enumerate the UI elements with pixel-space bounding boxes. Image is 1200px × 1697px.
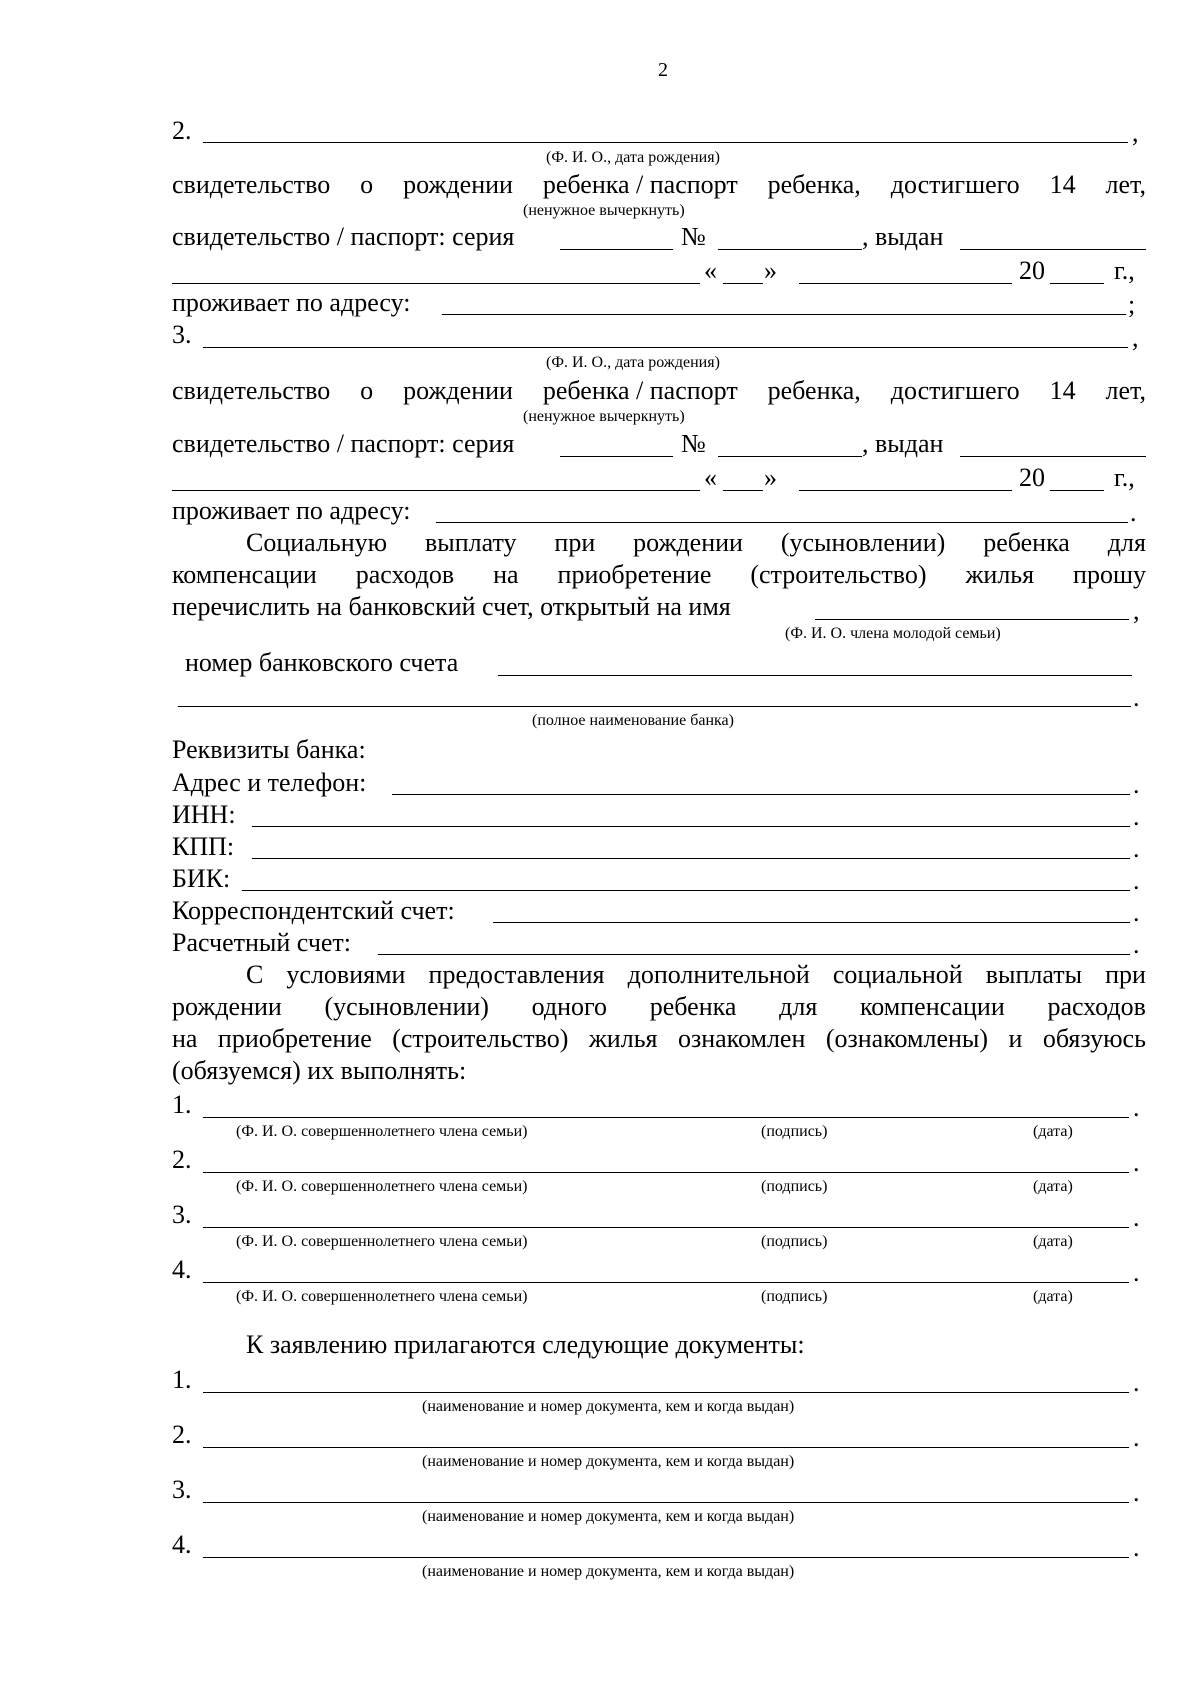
paragraph-line	[246, 962, 1146, 988]
word: компенсации	[172, 560, 317, 589]
bik-field[interactable]	[242, 890, 1130, 891]
word: свидетельство	[172, 170, 331, 199]
account-number-field[interactable]	[498, 675, 1132, 676]
word: приобретение	[557, 560, 712, 589]
word: ребенка,	[767, 170, 861, 199]
open-quote: «	[704, 256, 717, 285]
month-field[interactable]	[799, 490, 1012, 491]
line-end-punct: .	[1133, 1258, 1140, 1287]
line-end-punct: ,	[1133, 596, 1140, 625]
word: рождении	[403, 376, 513, 405]
word: о	[360, 170, 374, 199]
fio-caption: (Ф. И. О., дата рождения)	[546, 149, 720, 166]
issued-by-field[interactable]	[960, 456, 1146, 457]
child-fio-field[interactable]	[203, 142, 1128, 143]
word: рождении	[403, 170, 513, 199]
word: при	[554, 528, 596, 557]
attachment-caption: (наименование и номер документа, кем и когда выдан)	[422, 1398, 795, 1415]
kpp-field[interactable]	[252, 858, 1130, 859]
word: Социальную	[246, 528, 388, 557]
address-field[interactable]	[436, 522, 1128, 523]
number-sign: №	[681, 429, 706, 458]
word: жилья	[965, 560, 1035, 589]
word: ребенка,	[767, 376, 861, 405]
line-end-punct: .	[1133, 930, 1140, 959]
line-end-punct: .	[1133, 1093, 1140, 1122]
child-fio-field[interactable]	[203, 347, 1128, 348]
fio-caption: (Ф. И. О. совершеннолетнего члена семьи)	[236, 1178, 528, 1195]
word: для	[1107, 528, 1146, 557]
word: (усыновлении)	[780, 528, 946, 557]
word: 14	[1049, 376, 1076, 405]
word: ребенка	[983, 528, 1070, 557]
year-prefix: 20	[1019, 256, 1045, 285]
year-field[interactable]	[1050, 490, 1104, 491]
word: компенсации	[859, 992, 1005, 1021]
signature-caption: (подпись)	[761, 1288, 828, 1305]
word: при	[1105, 960, 1146, 989]
signer-field[interactable]	[203, 1227, 1129, 1228]
word: (строительство)	[392, 1024, 569, 1053]
word: рождении	[172, 992, 282, 1021]
word: на	[493, 560, 519, 589]
word: расходов	[355, 560, 455, 589]
attachment-field[interactable]	[203, 1502, 1129, 1503]
date-caption: (дата)	[1033, 1288, 1073, 1305]
address-phone-field[interactable]	[392, 794, 1130, 795]
signature-caption: (подпись)	[761, 1233, 828, 1250]
day-field[interactable]	[723, 490, 763, 491]
member-caption: (Ф. И. О. члена молодой семьи)	[785, 625, 1001, 642]
word: выплату	[425, 528, 517, 557]
date-caption: (дата)	[1033, 1233, 1073, 1250]
word: предоставления	[428, 960, 605, 989]
signer-field[interactable]	[203, 1282, 1129, 1283]
attachment-field[interactable]	[203, 1557, 1129, 1558]
attachment-caption: (наименование и номер документа, кем и когда выдан)	[422, 1563, 795, 1580]
signer-number: 2.	[172, 1145, 192, 1174]
issued-by-field-continued[interactable]	[172, 490, 700, 491]
paragraph-line: (обязуемся) их выполнять:	[172, 1056, 467, 1085]
field-label: КПП:	[172, 832, 235, 861]
fio-caption: (Ф. И. О., дата рождения)	[546, 354, 720, 371]
fio-caption: (Ф. И. О. совершеннолетнего члена семьи)	[236, 1288, 528, 1305]
address-label: проживает по адресу:	[172, 288, 411, 317]
series-label: свидетельство / паспорт: серия	[172, 429, 515, 458]
close-quote: »	[764, 256, 777, 285]
line-end-punct: .	[1130, 498, 1137, 527]
word: 14	[1049, 170, 1076, 199]
child-number: 3.	[172, 320, 192, 349]
word: выплаты	[985, 960, 1083, 989]
issued-label: , выдан	[862, 429, 944, 458]
word: ребенка	[649, 992, 737, 1021]
attachment-caption: (наименование и номер документа, кем и когда выдан)	[422, 1453, 795, 1470]
word: С	[246, 960, 264, 989]
year-suffix: г.,	[1114, 256, 1135, 285]
year-field[interactable]	[1050, 283, 1104, 284]
attachment-field[interactable]	[203, 1447, 1129, 1448]
fio-caption: (Ф. И. О. совершеннолетнего члена семьи)	[236, 1233, 528, 1250]
signer-field[interactable]	[203, 1117, 1129, 1118]
attachments-title: К заявлению прилагаются следующие документы:	[246, 1330, 805, 1359]
attachment-caption: (наименование и номер документа, кем и когда выдан)	[422, 1508, 795, 1525]
line-end-punct: .	[1133, 770, 1140, 799]
word: ребенка / паспорт	[542, 376, 738, 405]
word: рождении	[633, 528, 743, 557]
line-end-punct: .	[1133, 834, 1140, 863]
strike-hint: (ненужное вычеркнуть)	[523, 202, 685, 219]
year-prefix: 20	[1019, 463, 1045, 492]
series-field[interactable]	[560, 456, 673, 457]
word: одного	[531, 992, 608, 1021]
line-end-punct: .	[1133, 1533, 1140, 1562]
attachment-field[interactable]	[203, 1392, 1129, 1393]
paragraph-line	[172, 1026, 1146, 1052]
word: дополнительной	[627, 960, 810, 989]
signer-number: 1.	[172, 1090, 192, 1119]
account-holder-field[interactable]	[815, 619, 1129, 620]
bank-caption: (полное наименование банка)	[532, 712, 734, 729]
number-field[interactable]	[718, 456, 862, 457]
line-end-punct: .	[1133, 802, 1140, 831]
word: свидетельство	[172, 376, 331, 405]
word: (усыновлении)	[324, 992, 489, 1021]
number-sign: №	[681, 222, 706, 251]
open-quote: «	[704, 463, 717, 492]
field-label: ИНН:	[172, 800, 236, 829]
paragraph-line	[172, 994, 1146, 1020]
address-label: проживает по адресу:	[172, 496, 411, 525]
birth-certificate-line	[172, 378, 1146, 404]
word: расходов	[1047, 992, 1146, 1021]
word: для	[779, 992, 818, 1021]
word: на	[172, 1024, 198, 1053]
bank-name-field[interactable]	[178, 706, 1131, 707]
line-end-punct: ,	[1132, 118, 1139, 147]
signature-caption: (подпись)	[761, 1178, 828, 1195]
paragraph-line	[246, 530, 1146, 556]
issued-label: , выдан	[862, 222, 944, 251]
issued-by-field[interactable]	[960, 249, 1146, 250]
line-end-punct: ,	[1132, 323, 1139, 352]
field-label: Адрес и телефон:	[172, 768, 367, 797]
word: прошу	[1073, 560, 1146, 589]
paragraph-line	[172, 562, 1146, 588]
word: (строительство)	[750, 560, 927, 589]
word: о	[360, 376, 374, 405]
line-end-punct: .	[1133, 1423, 1140, 1452]
line-end-punct: .	[1133, 683, 1140, 712]
line-end-punct: ;	[1128, 290, 1136, 319]
date-caption: (дата)	[1033, 1123, 1073, 1140]
attachment-number: 1.	[172, 1365, 192, 1394]
line-end-punct: .	[1133, 1148, 1140, 1177]
signer-number: 4.	[172, 1255, 192, 1284]
inn-field[interactable]	[252, 826, 1130, 827]
word: социальной	[832, 960, 963, 989]
word: лет,	[1105, 170, 1146, 199]
line-end-punct: .	[1133, 1478, 1140, 1507]
account-label: номер банковского счета	[185, 648, 459, 677]
strike-hint: (ненужное вычеркнуть)	[523, 408, 685, 425]
series-field[interactable]	[560, 249, 673, 250]
signature-caption: (подпись)	[761, 1123, 828, 1140]
series-label: свидетельство / паспорт: серия	[172, 222, 515, 251]
address-field[interactable]	[442, 314, 1126, 315]
word: ребенка / паспорт	[542, 170, 738, 199]
attachment-number: 4.	[172, 1530, 192, 1559]
day-field[interactable]	[723, 283, 763, 284]
word: лет,	[1105, 376, 1146, 405]
word: и	[1008, 1024, 1023, 1053]
correspondent-account-field[interactable]	[493, 922, 1130, 923]
word: обязуюсь	[1042, 1024, 1146, 1053]
word: условиями	[286, 960, 406, 989]
issued-by-field-continued[interactable]	[172, 283, 700, 284]
attachment-number: 2.	[172, 1420, 192, 1449]
date-caption: (дата)	[1033, 1178, 1073, 1195]
field-label: Корреспондентский счет:	[172, 896, 455, 925]
word: жилья	[588, 1024, 658, 1053]
word: (ознакомлены)	[825, 1024, 989, 1053]
close-quote: »	[764, 463, 777, 492]
word: ознакомлен	[677, 1024, 806, 1053]
fio-caption: (Ф. И. О. совершеннолетнего члена семьи)	[236, 1123, 528, 1140]
settlement-account-field[interactable]	[378, 954, 1130, 955]
field-label: Расчетный счет:	[172, 928, 352, 957]
page-number: 2	[658, 59, 668, 81]
word: достигшего	[890, 376, 1020, 405]
month-field[interactable]	[799, 283, 1012, 284]
child-number: 2.	[172, 116, 192, 145]
line-end-punct: .	[1133, 1203, 1140, 1232]
line-end-punct: .	[1133, 1368, 1140, 1397]
line-end-punct: .	[1133, 866, 1140, 895]
birth-certificate-line	[172, 172, 1146, 198]
number-field[interactable]	[718, 249, 862, 250]
bank-details-title: Реквизиты банка:	[172, 735, 366, 764]
line-end-punct: .	[1133, 898, 1140, 927]
paragraph-line: перечислить на банковский счет, открытый на имя	[172, 592, 731, 621]
signer-field[interactable]	[203, 1172, 1129, 1173]
attachment-number: 3.	[172, 1475, 192, 1504]
word: достигшего	[890, 170, 1020, 199]
word: приобретение	[217, 1024, 372, 1053]
field-label: БИК:	[172, 864, 231, 893]
signer-number: 3.	[172, 1200, 192, 1229]
year-suffix: г.,	[1114, 463, 1135, 492]
